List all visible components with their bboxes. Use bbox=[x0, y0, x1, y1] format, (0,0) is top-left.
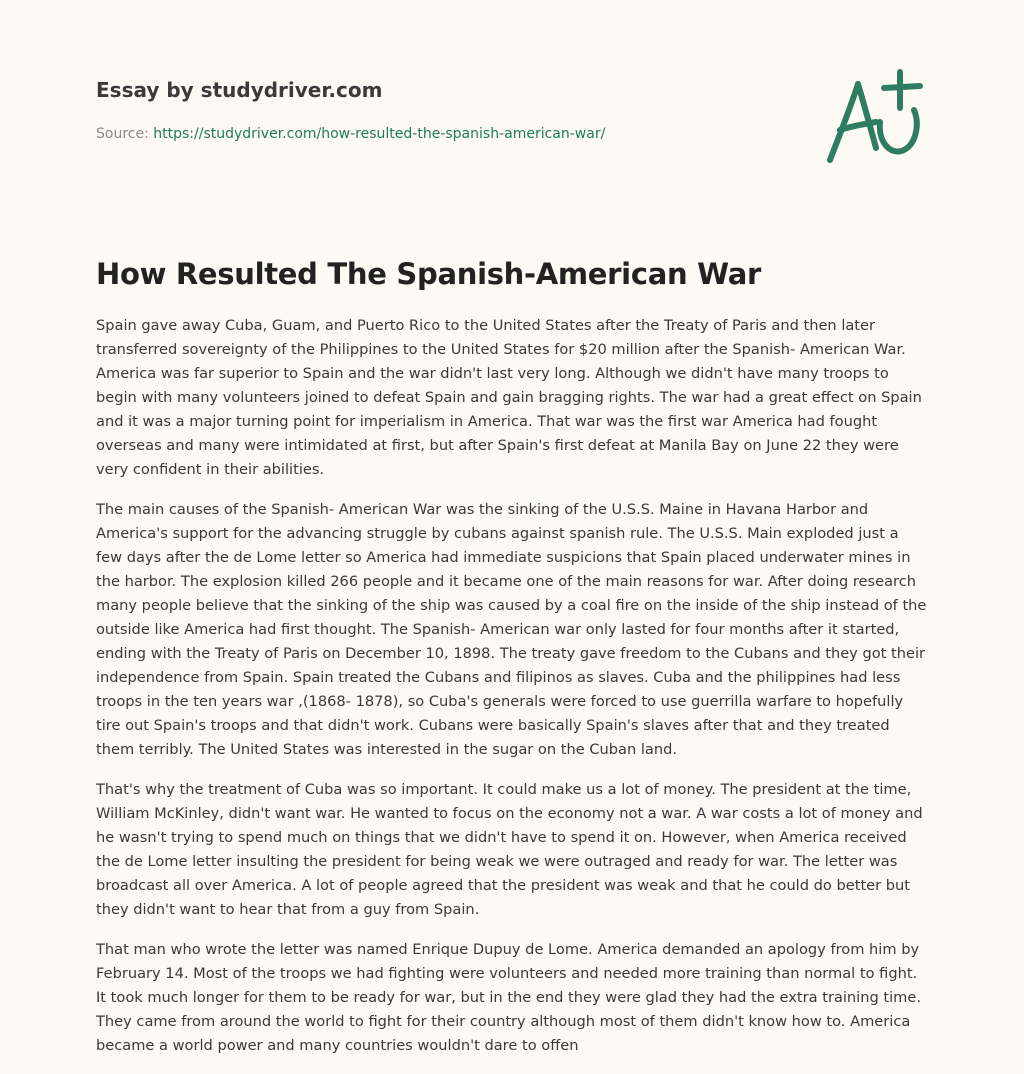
page-title: How Resulted The Spanish-American War bbox=[96, 257, 762, 291]
essay-by-label: Essay by studydriver.com bbox=[96, 78, 383, 102]
essay-body bbox=[96, 314, 928, 1074]
source-link[interactable]: https://studydriver.com/how-resulted-the-spanish-american-war/ bbox=[153, 126, 606, 142]
paragraph: Spain gave away Cuba, Guam, and Puerto Rico to the United States after the Treaty of Paris and then later transferred sovereignty of the Philippines to the United States for $20 million after the Spanish- American War. America was far superior to Spain and the war didn't last very long. Although we didn't have many troops to begin with many volunteers joined to defeat Spain and gain bragging rights. The war had a great effect on Spain and it was a major turning point for imperialism in America. That war was the first war America had fought overseas and many were intimidated at first, but after Spain's first defeat at Manila Bay on June 22 they were very confident in their abilities. bbox=[96, 317, 922, 478]
a-plus-logo-icon bbox=[818, 64, 930, 168]
document-header bbox=[96, 76, 796, 144]
source-line bbox=[96, 124, 796, 144]
paragraph: That's why the treatment of Cuba was so important. It could make us a lot of money. The president at the time, William McKinley, didn't want war. He wanted to focus on the economy not a war. A war costs a lot of money and he wasn't trying to spend much on things that we didn't have to spend it on. However, when America received the de Lome letter insulting the president for being weak we were outraged and ready for war. The letter was broadcast all over America. A lot of people agreed that the president was weak and that he could do better but they didn't want to hear that from a guy from Spain. bbox=[96, 781, 923, 918]
paragraph: That man who wrote the letter was named Enrique Dupuy de Lome. America demanded an apology from him by February 14. Most of the troops we had fighting were volunteers and needed more training than normal to fight. It took much longer for them to be ready for war, but in the end they were glad they had the extra training time. They came from around the world to fight for their country although most of them didn't know how to. America became a world power and many countries wouldn't dare to offen bbox=[96, 941, 922, 1054]
source-label: Source: bbox=[96, 126, 149, 142]
paragraph: The main causes of the Spanish- American War was the sinking of the U.S.S. Maine in Havana Harbor and America's support for the advancing struggle by cubans against spanish rule. The U.S.S. Main exploded just a few days after the de Lome letter so America had immediate suspicions that Spain placed underwater mines in the harbor. The explosion killed 266 people and it became one of the main reasons for war. After doing research many people believe that the sinking of the ship was caused by a coal fire on the inside of the ship instead of the outside like America had first thought. The Spanish- American war only lasted for four months after it started, ending with the Treaty of Paris on December 10, 1898. The treaty gave freedom to the Cubans and they got their independence from Spain. Spain treated the Cubans and filipinos as slaves. Cuba and the philippines had less troops in the ten years war ,(1868- 1878), so Cuba's generals were forced to use guerrilla warfare to hopefully tire out Spain's troops and that didn't work. Cubans were basically Spain's slaves after that and they treated them terribly. The United States was interested in the sugar on the Cuban land. bbox=[96, 501, 927, 758]
